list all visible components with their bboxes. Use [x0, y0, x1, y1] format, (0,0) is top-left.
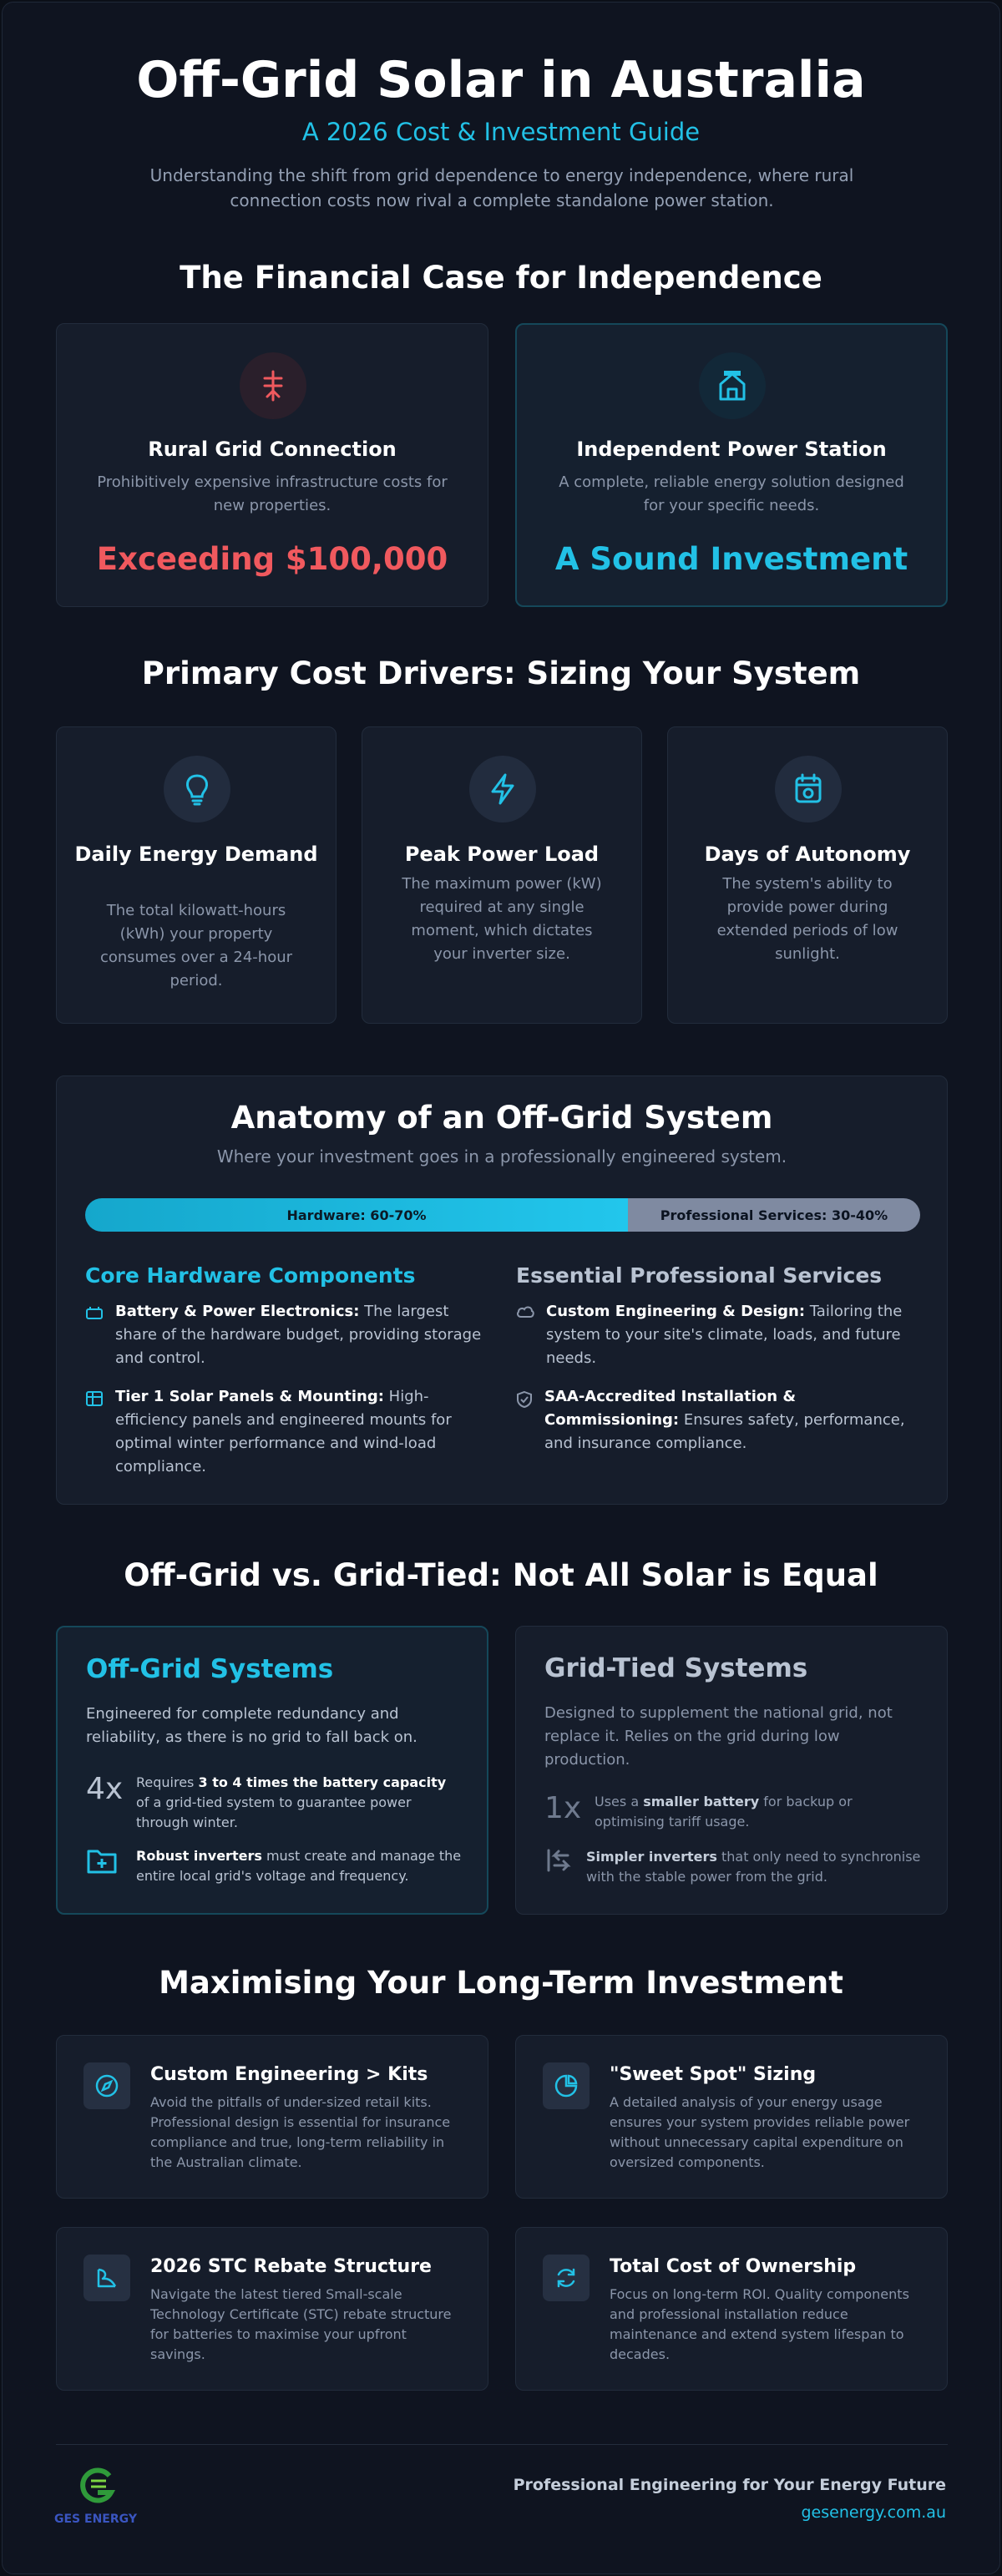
- gridtied-description: Designed to supplement the national grid, not replace it. Relies on the grid during low production.: [544, 1704, 893, 1769]
- battery-multiplier: 1x: [544, 1791, 582, 1825]
- driver-card-peak: [362, 726, 642, 1024]
- investment-card-description: Navigate the latest tiered Small-scale Technology Certificate (STC) rebate structure for batteries to maximise your upfront savings.: [150, 2286, 452, 2362]
- card-description: Prohibitively expensive infrastructure costs for new properties.: [97, 473, 448, 514]
- offgrid-description: Engineered for complete redundancy and reliability, as there is no grid to fall back on.: [86, 1705, 418, 1746]
- battery-text: Uses a smaller battery for backup or optimising tariff usage.: [595, 1794, 853, 1830]
- battery-text: Requires 3 to 4 times the battery capacity of a grid-tied system to guarantee power through winter.: [136, 1774, 447, 1830]
- offgrid-inverter-row: [86, 1846, 462, 1886]
- comparison-section-title: Off-Grid vs. Grid-Tied: Not All Solar is Equal: [124, 1557, 878, 1593]
- offgrid-battery-row: [86, 1773, 462, 1833]
- anatomy-panel: [56, 1075, 948, 1505]
- anatomy-subtitle: Where your investment goes in a professionally engineered system.: [216, 1146, 787, 1167]
- investment-card-title: "Sweet Spot" Sizing: [610, 2064, 817, 2085]
- services-item-text: Custom Engineering & Design: Tailoring the system to your site's climate, loads, and future needs.: [546, 1303, 903, 1367]
- footer-website-link[interactable]: gesenergy.com.au: [801, 2503, 946, 2522]
- lightbulb-icon: [164, 756, 230, 822]
- driver-title: Days of Autonomy: [704, 843, 911, 866]
- card-description: A complete, reliable energy solution designed for your specific needs.: [559, 473, 904, 514]
- anatomy-title: Anatomy of an Off-Grid System: [230, 1100, 773, 1136]
- services-heading: Essential Professional Services: [516, 1263, 883, 1288]
- investment-card-title: 2026 STC Rebate Structure: [150, 2256, 432, 2277]
- inverter-text: Robust inverters must create and manage the entire local grid's voltage and frequency.: [136, 1848, 462, 1884]
- refresh-icon: [543, 2255, 590, 2301]
- grid-connection-card: [56, 323, 488, 607]
- driver-description: The total kilowatt-hours (kWh) your property consumes over a 24-hour period.: [99, 902, 293, 989]
- solar-panel-icon: [85, 1390, 104, 1479]
- services-share-segment: Professional Services: 30-40%: [628, 1198, 920, 1232]
- footer-divider: [56, 2444, 948, 2445]
- shield-check-icon: [516, 1390, 533, 1455]
- page-subtitle: A 2026 Cost & Investment Guide: [301, 118, 701, 146]
- hardware-heading: Core Hardware Components: [85, 1263, 416, 1288]
- folder-plus-icon: [86, 1846, 123, 1882]
- investment-section-title: Maximising Your Long-Term Investment: [159, 1965, 843, 2001]
- driver-card-autonomy: [667, 726, 948, 1024]
- investment-split-bar: [85, 1198, 920, 1232]
- power-station-card: [515, 323, 948, 607]
- offgrid-card: [56, 1626, 488, 1915]
- financial-section-title: The Financial Case for Independence: [180, 260, 822, 296]
- hardware-item: [85, 1300, 494, 1370]
- card-value: Exceeding $100,000: [96, 541, 448, 577]
- footer-tagline: Professional Engineering for Your Energy Future: [513, 2476, 946, 2494]
- pie-chart-icon: [543, 2062, 590, 2109]
- lightning-icon: [469, 756, 536, 822]
- home-icon: [699, 352, 766, 419]
- gridtied-battery-row: [544, 1792, 922, 1832]
- page-title: Off-Grid Solar in Australia: [136, 51, 866, 109]
- cloud-icon: [516, 1305, 534, 1370]
- driver-description: The maximum power (kW) required at any single moment, which dictates your inverter size.: [402, 875, 602, 963]
- driver-description: The system's ability to provide power during extended periods of low sunlight.: [716, 875, 898, 963]
- drivers-section-title: Primary Cost Drivers: Sizing Your System: [141, 655, 861, 691]
- driver-title: Peak Power Load: [404, 843, 600, 866]
- investment-card-description: A detailed analysis of your energy usage ensures your system provides reliable power without unnecessary capital expenditure on oversized components.: [610, 2094, 910, 2170]
- driver-card-energy: [56, 726, 337, 1024]
- battery-icon: [85, 1305, 104, 1370]
- rebate-chart-icon: [84, 2255, 130, 2301]
- sync-arrow-icon: [544, 1847, 573, 1881]
- hardware-item-text: Tier 1 Solar Panels & Mounting: High-efficiency panels and engineered mounts for optimal winter performance and wind-load compliance.: [115, 1388, 452, 1475]
- compass-icon: [84, 2062, 130, 2109]
- services-item-text: SAA-Accredited Installation & Commissioning: Ensures safety, performance, and insurance compliance.: [544, 1388, 905, 1452]
- calendar-icon: [775, 756, 842, 822]
- services-item: [516, 1300, 920, 1370]
- hardware-item: [85, 1385, 494, 1479]
- investment-card-sizing: [515, 2035, 948, 2199]
- card-title: Rural Grid Connection: [148, 438, 397, 461]
- card-value: A Sound Investment: [554, 541, 908, 577]
- ges-logo: [74, 2467, 119, 2509]
- gridtied-title: Grid-Tied Systems: [544, 1653, 808, 1683]
- hardware-share-segment: Hardware: 60-70%: [85, 1198, 628, 1232]
- inverter-text: Simpler inverters that only need to synchronise with the stable power from the grid.: [586, 1849, 921, 1885]
- infographic-page: [2, 2, 1000, 2574]
- investment-card-title: Total Cost of Ownership: [610, 2256, 857, 2277]
- investment-card-description: Focus on long-term ROI. Quality components and professional installation reduce maintenance and extend system lifespan to decades.: [610, 2286, 909, 2362]
- investment-card-description: Avoid the pitfalls of under-sized retail kits. Professional design is essential for insurance compliance and true, long-term reliability in the Australian climate.: [150, 2094, 451, 2170]
- driver-title: Daily Energy Demand: [74, 843, 318, 866]
- battery-multiplier: 4x: [86, 1772, 124, 1806]
- investment-card-engineering: [56, 2035, 488, 2199]
- gridtied-card: [515, 1626, 948, 1915]
- investment-card-ownership: [515, 2227, 948, 2391]
- card-title: Independent Power Station: [576, 438, 887, 461]
- investment-card-rebate: [56, 2227, 488, 2391]
- gridtied-inverter-row: [544, 1847, 922, 1887]
- power-pole-icon: [240, 352, 306, 419]
- logo-text: GES ENERGY: [54, 2513, 137, 2526]
- hardware-item-text: Battery & Power Electronics: The largest share of the hardware budget, providing storage and control.: [115, 1303, 482, 1367]
- investment-card-title: Custom Engineering > Kits: [150, 2064, 428, 2085]
- offgrid-title: Off-Grid Systems: [86, 1654, 334, 1684]
- page-description: Understanding the shift from grid dependence to energy independence, where rural connection costs now rival a complete standalone power station.: [149, 165, 854, 210]
- services-item: [516, 1385, 920, 1455]
